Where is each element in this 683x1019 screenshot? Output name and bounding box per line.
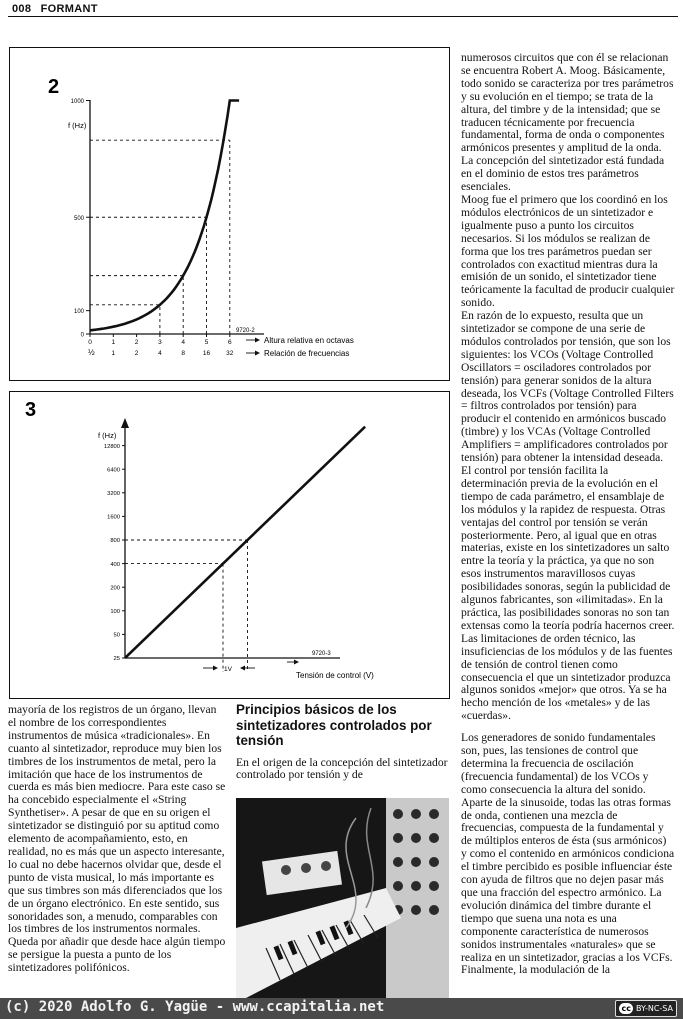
paragraph: Los generadores de sonido fundamentales son, pues, las tensiones de control que determina la frecuencia de oscilación (frecuencia fundamental) de los VCOs y como consecuencia la altura del sonido. Aparte de la sinusoide, todas las otras formas de onda, contienen una mezcla de frecuencias, compuesta de la fundamental y de múltiplos enteros de ésta (sus armónicos) y como el contenido en armónicos condiciona el timbre percibido es posible influenciar éste con ayuda de filtros que no dejen pasar más que una fracción del espectro armónico. La evolución dinámica del timbre durante el tiempo que suena una nota es una componente característica de numerosos sonidos instrumentales «naturales» que se realiza en un sintetizador, gracias a los VCFs. Finalmente, la modulación de la [461, 731, 675, 977]
copyright-text: (c) 2020 Adolfo G. Yagüe - www.ccapitalia.net [5, 999, 385, 1015]
cc-logo: cc [621, 1004, 631, 1013]
paragraph: En el origen de la concepción del sintetizador controlado por tensión y de [236, 755, 448, 782]
octave-tick-label: 3 [158, 339, 162, 346]
running-header [12, 3, 98, 15]
octave-tick-label: 2 [134, 339, 139, 346]
ratio-tick-label: 16 [202, 350, 211, 357]
figure-number: 3 [25, 399, 37, 421]
paragraph: En razón de lo expuesto, resulta que un sintetizador se compone de una serie de módulos controlados por tensión, que son los siguientes: los VCOs (Voltage Controlled Oscillators = osciladores controlados por tensión) para generar sonidos de la altura deseada, los VCFs (Voltage Controlled Filters = filtros controlados por tensión) para producir el contenido en armónicos buscado (timbre) y los VCAs (Voltage Controlled Amplifiers = amplificadores controlados por tensión) para obtener la intensidad deseada. El control por tensión facilita la determinación previa de la evolución en el tiempo de cada parámetro, el ensamblaje de los módulos y la rapidez de respuesta. Otras ventajas del control por tensión se verán posteriormente. Pero, al igual que en otras materias, existe en los sintetizadores un salto entre la teoría y la práctica, ya que no son esos instrumentos maravillosos cuyas posibilidades sonoras, según la publicidad de algunos fabricantes, son «ilimitadas». En la práctica, las posibilidades sonoras no son tan extensas como la teoría podría hacernos creer. Las limitaciones de orden técnico, las insuficiencias de los módulos y de las fuentes de tensión de control tienen como consecuencia el que un sintetizador produzca algunos sonidos «mejor» que otros. Ya se ha hecho mención de los «metales» y de las «cuerdas». [461, 309, 675, 723]
x-axis-label: Tensión de control (V) [296, 671, 374, 680]
synthesizer-photo [236, 798, 449, 998]
y-tick-label: 400 [110, 561, 120, 568]
synthesizer-photo-image [236, 798, 449, 998]
ratio-tick-label: 8 [181, 350, 186, 357]
magazine-title: FORMANT [40, 3, 98, 15]
y-tick-label: 800 [110, 538, 120, 545]
figure-2 [9, 47, 450, 381]
ratio-tick-label: 1 [111, 350, 116, 357]
ratio-tick-label: 2 [134, 350, 139, 357]
figure-number: 2 [48, 76, 60, 98]
x-axis-label-octaves: Altura relativa en octavas [264, 336, 354, 345]
paragraph: numerosos circuitos que con él se relacionan se encuentra Robert A. Moog. Básicamente, todo sonido se caracteriza por tres parámetros y su evolución en el tiempo; se trata de la altura, del timbre y de la intensidad; que se traducen técnicamente por frecuencia fundamental, forma de onda o componentes armónicos presentes y amplitud de la onda. La concepción del sintetizador está fundada en el dominio de estos tres parámetros esenciales. [461, 51, 674, 194]
figure-3-chart [10, 392, 449, 698]
figure-2-chart [10, 48, 449, 380]
page-number: 008 [12, 3, 32, 15]
right-column [461, 52, 675, 977]
header-rule [8, 16, 678, 17]
axes [121, 418, 340, 658]
left-column [8, 704, 226, 975]
figure-code: 9720-3 [312, 651, 331, 657]
y-tick-label: 0 [80, 332, 84, 339]
figure-3 [9, 391, 450, 699]
y-tick-label: 6400 [107, 467, 120, 474]
frequency-line [125, 427, 365, 658]
y-tick-label: 1000 [70, 99, 84, 105]
octave-tick-label: 6 [227, 339, 232, 346]
frequency-curve [90, 101, 239, 331]
y-tick-label: 100 [110, 609, 120, 615]
y-axis-label: f (Hz) [98, 431, 117, 440]
paragraph: mayoría de los registros de un órgano, llevan el nombre de los correspondientes instrumentos de música «tradicionales». En cuanto al sintetizador, reproduce muy bien los timbres de los instrumentos de metal, pero la imitación que hace de los instrumentos de cuerda es más bien mediocre. Para este caso se ha concebido especialmente el «String Synthetiser». A pesar de que en su origen el sintetizador se distinguió por su aptitud como elemento de acompañamiento, esto, en realidad, no es más que un aspecto interesante, lo cual no debe hacernos olvidar que, desde el punto de vista musical, lo más importante es que sus timbres son más diferenciados que los de un órgano electrónico. En este sentido, sus sonoridades son, a menudo, comparables con los timbres de los instrumentos normales. Queda por añadir que desde hace algún tiempo se persigue la puesta a punto de los sintetizadores polifónicos. [8, 703, 226, 975]
y-axis-label: f (Hz) [68, 121, 87, 130]
step-label: 1V [224, 666, 232, 673]
ratio-tick-label: 4 [158, 350, 162, 357]
middle-column [236, 702, 450, 782]
octave-tick-label: 4 [181, 339, 186, 346]
x-tick-labels [88, 334, 234, 357]
y-tick-label: 3200 [107, 491, 120, 497]
y-tick-labels [71, 99, 90, 339]
section-heading: Principios básicos de los sintetizadores controlados por tensión [236, 702, 432, 748]
copyright-footer [0, 998, 683, 1019]
y-tick-label: 12800 [103, 443, 120, 450]
y-tick-labels [104, 444, 125, 662]
figure-code: 9720-2 [236, 328, 255, 334]
license-badge [615, 1000, 677, 1017]
y-tick-label: 200 [110, 585, 120, 592]
paragraph: Moog fue el primero que los coordinó en los módulos electrónicos de un sintetizador e igualmente puso a punto los circuitos necesarios. Si los módulos se realizan de forma que los tres parámetros puedan ser controlados con exactitud mientras dura la emisión de un sonido, el sintetizador tiene teóricamente la facultad de producir cualquier sonido. [461, 192, 675, 310]
y-tick-label: 100 [73, 309, 84, 316]
ratio-row-prefix: ½ [88, 348, 95, 357]
guide-lines [125, 540, 248, 672]
octave-tick-label: 5 [204, 339, 209, 346]
octave-tick-label: 1 [111, 339, 116, 346]
ratio-tick-label: 32 [226, 350, 234, 357]
y-tick-label: 50 [113, 632, 120, 639]
license-text: BY-NC-SA [635, 1004, 673, 1013]
octave-tick-label: 0 [88, 339, 92, 346]
x-axis-label-ratio: Relación de frecuencias [264, 349, 350, 358]
y-tick-label: 500 [73, 215, 84, 222]
y-tick-label: 25 [113, 656, 120, 663]
y-tick-label: 1600 [107, 514, 120, 521]
